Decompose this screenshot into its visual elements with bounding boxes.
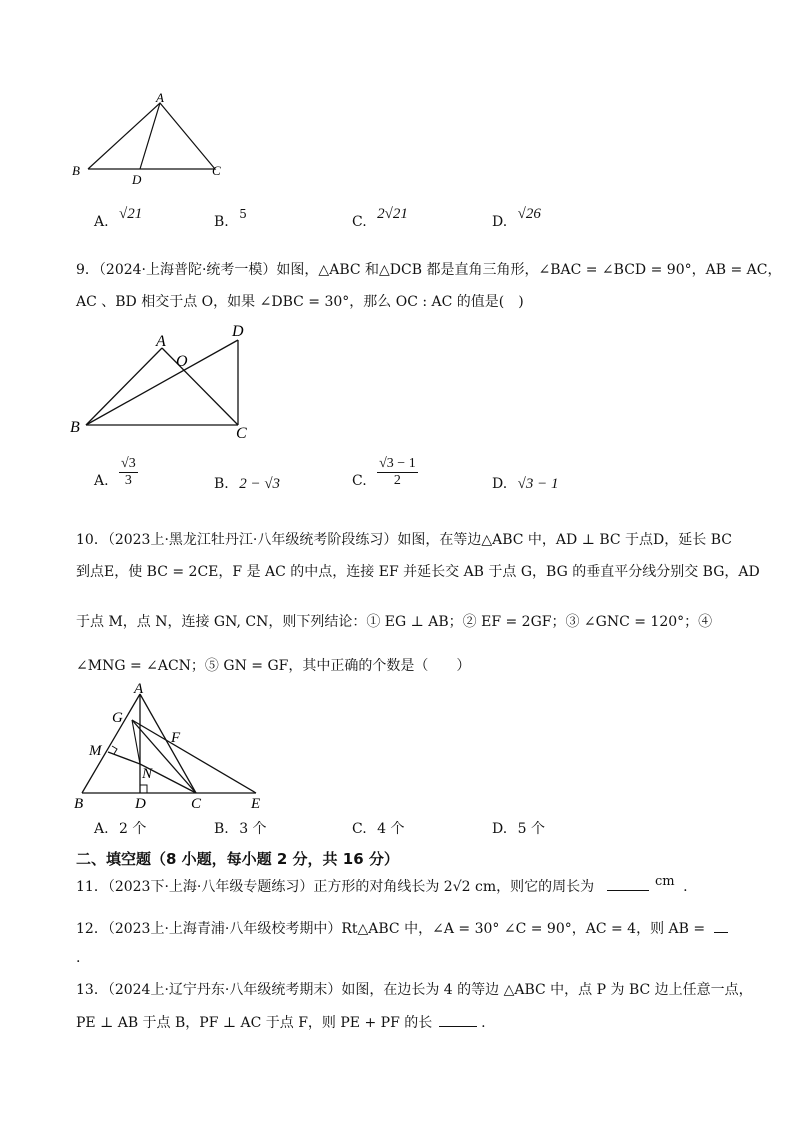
q11-question: 11．（2023下·上海·八年级专题练习）正方形的对角线长为 2√2 cm，则它的周长为 cm .	[76, 874, 688, 895]
q8-option-c[interactable]: C. 2√21	[352, 206, 408, 230]
q10-label-g: G	[112, 710, 123, 726]
q10-label-a: A	[134, 681, 144, 697]
q13-text-line1: 13．（2024上·辽宁丹东·八年级统考期末）如图，在边长为 4 的等边 △ABC 中，点 P 为 BC 边上任意一点，	[76, 982, 753, 998]
q9-option-d[interactable]: D. √3 − 1	[492, 476, 559, 492]
q10-option-d[interactable]: D. 5 个	[492, 821, 545, 837]
q13-answer-blank[interactable]	[439, 1012, 477, 1027]
q10-label-d: D	[135, 796, 146, 810]
q9-label-b: B	[70, 419, 80, 436]
q10-option-b[interactable]: B. 3 个	[214, 821, 267, 837]
q10-label-m: M	[89, 743, 102, 759]
q9-label-d: D	[232, 323, 244, 340]
q10-label-n: N	[142, 766, 153, 782]
q9-option-a[interactable]: A. $\frac{√3}{3}$	[94, 456, 136, 489]
q10-label-f: F	[171, 730, 181, 746]
q12-question: 12．（2023上·上海青浦·八年级校考期中）Rt△ABC 中，∠A = 30° ∠C = 90°，AC = 4，则 AB =	[76, 918, 728, 939]
q9-option-b[interactable]: B. 2 − √3	[214, 476, 281, 492]
q8-option-b[interactable]: B. 5	[214, 207, 247, 230]
q10-figure	[60, 680, 280, 810]
q9-text-line2: AC 、BD 相交于点 O，如果 ∠DBC = 30°，那么 OC : AC 的值是( )	[76, 294, 524, 310]
q10-text-line3: 于点 M，点 N，连接 GN, CN，则下列结论：① EG ⊥ AB；② EF = 2GF；③ ∠GNC = 120°；④	[76, 614, 713, 630]
q9-option-c[interactable]: C. $\frac{√3 - 1}{2}$	[352, 456, 416, 489]
q10-diagram	[60, 680, 280, 810]
q8-triangle-diagram	[60, 88, 240, 188]
q10-label-b: B	[74, 796, 84, 810]
q10-text-line2: 到点E，使 BC = 2CE，F 是 AC 的中点，连接 EF 并延长交 AB 于点 G，BG 的垂直平分线分别交 BG，AD	[76, 564, 760, 580]
q8-label-b: B	[72, 163, 80, 178]
q10-option-c[interactable]: C. 4 个	[352, 821, 405, 837]
q10-text-line4: ∠MNG = ∠ACN；⑤ GN = GF，其中正确的个数是（ ）	[76, 658, 471, 674]
q8-figure	[60, 88, 240, 188]
q10-label-e: E	[251, 796, 261, 810]
q13-question-line2: PE ⊥ AB 于点 B，PF ⊥ AC 于点 F，则 PE + PF 的长 .	[76, 1012, 486, 1033]
q8-option-a[interactable]: A. √21	[94, 206, 143, 230]
q9-label-c: C	[236, 425, 247, 442]
q10-text-line1: 10．（2023上·黑龙江牡丹江·八年级统考阶段练习）如图，在等边△ABC 中，AD ⊥ BC 于点D，延长 BC	[76, 532, 732, 548]
q8-label-d: D	[132, 172, 142, 187]
q12-answer-blank[interactable]	[714, 918, 728, 933]
section-fill-in-title: 二、填空题（8 小题，每小题 2 分，共 16 分）	[76, 850, 399, 868]
q8-label-a: A	[156, 90, 164, 105]
q11-answer-blank[interactable]	[607, 876, 649, 891]
q10-label-c: C	[191, 796, 202, 810]
q12-end-period: .	[76, 950, 81, 966]
q9-text-line1: 9．（2024·上海普陀·统考一模）如图，△ABC 和△DCB 都是直角三角形，∠BAC = ∠BCD = 90°，AB = AC，	[76, 262, 782, 278]
q9-figure	[60, 318, 270, 446]
q9-label-o: O	[176, 353, 188, 370]
q8-label-c: C	[212, 163, 221, 178]
q9-label-a: A	[156, 333, 166, 350]
q9-diagram	[60, 318, 270, 446]
q10-option-a[interactable]: A. 2 个	[94, 821, 147, 837]
q8-option-d[interactable]: D. √26	[492, 206, 541, 230]
